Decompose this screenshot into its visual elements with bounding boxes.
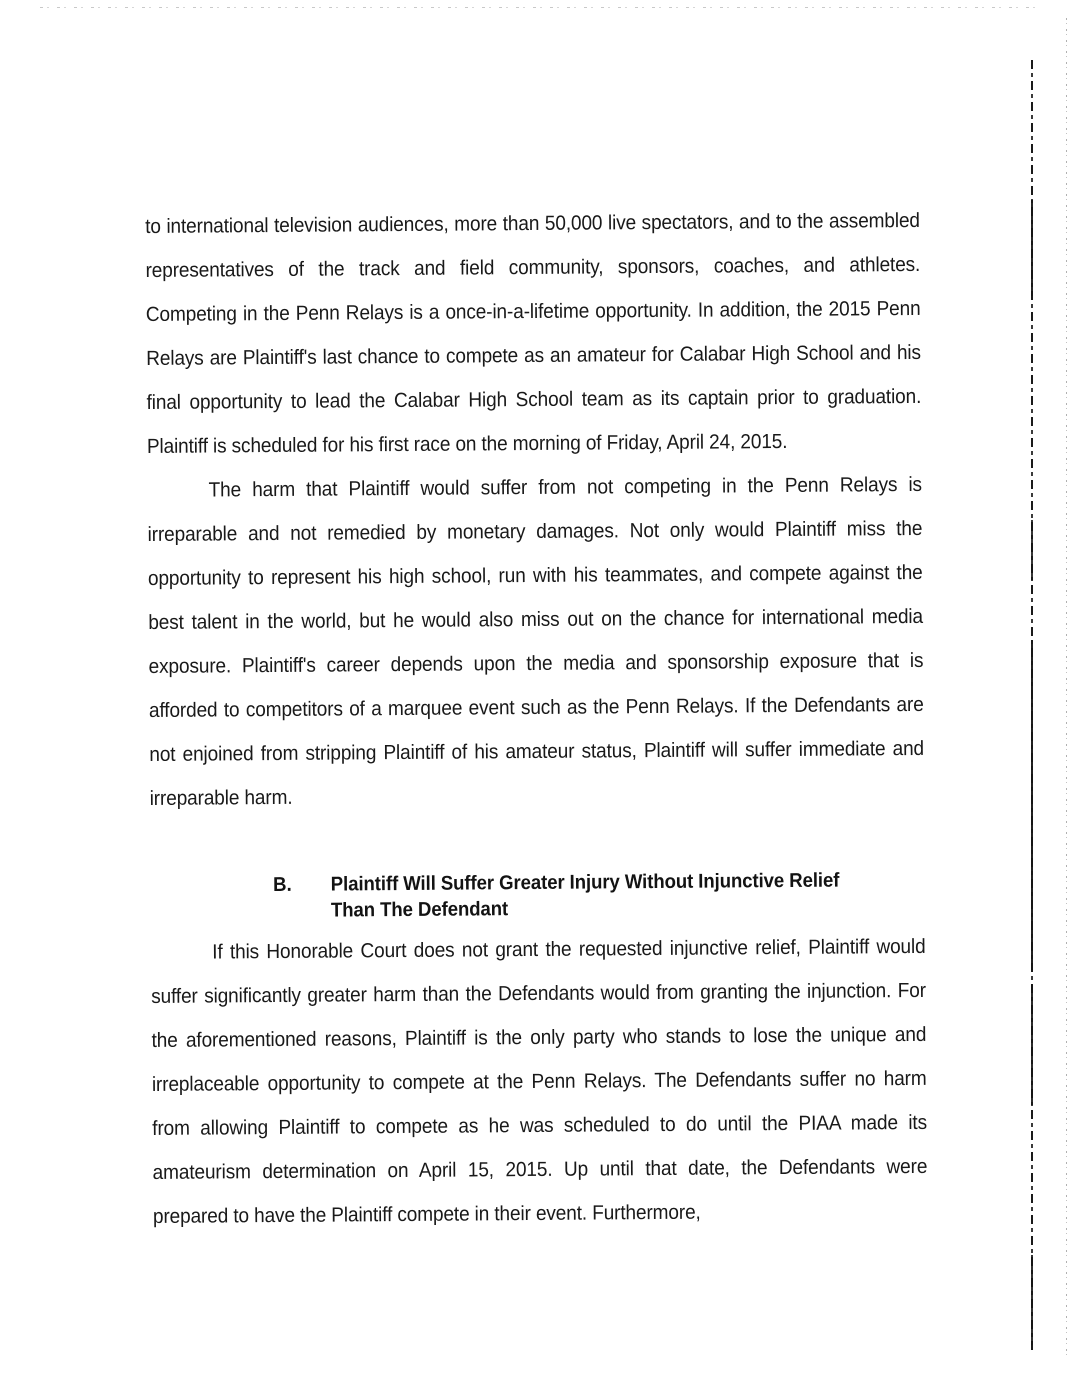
- paragraph-greater-injury: If this Honorable Court does not grant the requested injunctive relief, Plaintiff would suffer significantly greater harm than the Defendants would from granting the injunction. For the aforementioned reasons, Plaintiff is the only party who stands to lose the unique and irreplaceable opportunity to compete at the Penn Relays. The Defendants suffer no harm from allowing Plaintiff to compete as he was scheduled to do until the PIAA made its amateurism determination on April 15, 2015. Up until that date, the Defendants were prepared to have the Plaintiff compete in their event. Furthermore,: [151, 934, 928, 1228]
- document-text-body: [145, 199, 928, 1239]
- section-heading-letter: B.: [273, 873, 292, 897]
- section-heading-text: [331, 867, 926, 924]
- right-vertical-scan-line-segment: [1031, 200, 1033, 296]
- right-vertical-scan-line-segment: [1031, 640, 1033, 970]
- right-vertical-scan-line-segment: [1031, 985, 1033, 1105]
- paragraph-spacer: [150, 815, 925, 865]
- paragraph-continued: to international television audiences, more than 50,000 live spectators, and to the assembled representatives of the track and field community, sponsors, coaches, and athletes. Competing in the Penn Relays is a once-in-a-lifetime opportunity. In addition, the 2015 Penn Relays are Plaintiff's last chance to compete as an amateur for Calabar High School and his final opportunity to lead the Calabar High School team as its captain prior to graduation. Plaintiff is scheduled for his first race on the morning of Friday, April 24, 2015.: [145, 208, 922, 458]
- section-heading-line-2: Than The Defendant: [330, 898, 509, 922]
- section-heading-line-1: Plaintiff Will Suffer Greater Injury Without Injunctive Relief: [330, 869, 840, 896]
- right-edge-faint-scan-line-artifact: [1066, 18, 1067, 1358]
- paragraph-irreparable-harm: The harm that Plaintiff would suffer from not competing in the Penn Relays is irreparable and not remedied by monetary damages. Not only would Plaintiff miss the opportunity to represent his high school, run with his teammates, and compete against the best talent in the world, but he would also miss out on the chance for international media exposure. Plaintiff's career depends upon the media and sponsorship exposure that is afforded to competitors of a marquee event such as the Penn Relays. If the Defendants are not enjoined from stripping Plaintiff of his amateur status, Plaintiff will suffer immediate and irreparable harm.: [147, 472, 925, 810]
- top-scan-line-artifact: [40, 7, 1040, 8]
- right-vertical-scan-line-segment: [1031, 520, 1033, 580]
- right-vertical-scan-line-segment: [1031, 1255, 1033, 1345]
- section-heading-b: [150, 867, 925, 925]
